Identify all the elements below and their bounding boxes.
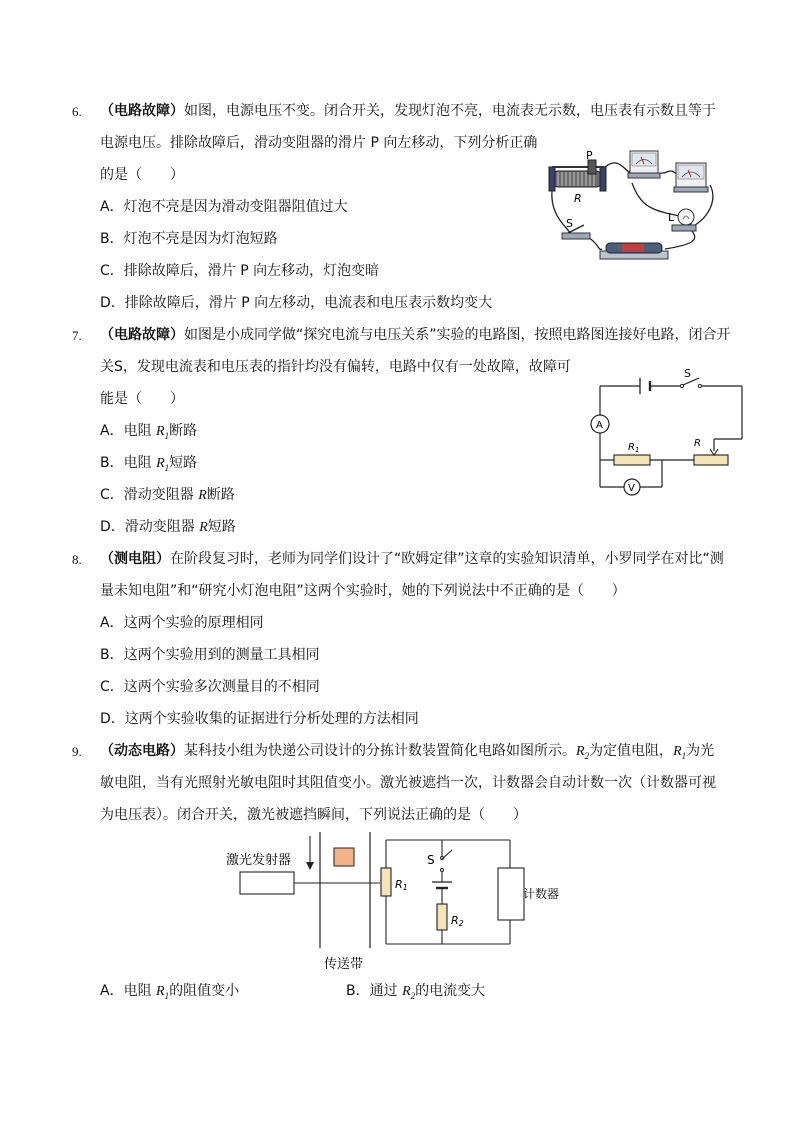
counter-label: 计数器 xyxy=(523,887,560,901)
question-stem-line: （动态电路）某科技小组为快递公司设计的分拣计数装置简化电路如图所示。$R_2$为定值电阻，$R_1$为光 xyxy=(100,743,715,761)
option-b[interactable]: B．通过 $R_2$的电流变大 xyxy=(346,983,486,1001)
circuit-diagram-7 xyxy=(570,365,760,505)
question-number: 7. xyxy=(72,328,82,343)
battery-device xyxy=(600,243,668,259)
ammeter-a-label: A xyxy=(596,420,603,431)
option-c[interactable]: C．排除故障后，滑片 P 向左移动，灯泡变暗 xyxy=(100,263,380,279)
question-tag: （动态电路） xyxy=(100,743,184,759)
question-number: 9. xyxy=(72,744,82,759)
question-stem-line: 为电压表）。闭合开关，激光被遮挡瞬间，下列说法正确的是（ ） xyxy=(100,807,527,823)
option-c[interactable]: C．这两个实验多次测量目的不相同 xyxy=(100,679,320,695)
option-a[interactable]: A．灯泡不亮是因为滑动变阻器阻值过大 xyxy=(100,199,348,215)
counter-box xyxy=(498,868,524,920)
r1-label: $R_1$ xyxy=(628,442,640,454)
lamp-device xyxy=(672,209,696,231)
switch-s-label: S xyxy=(684,367,691,380)
voltmeter-device xyxy=(674,163,708,192)
resistor-r1-symbol xyxy=(614,455,650,465)
ammeter-device xyxy=(628,151,660,178)
question-stem-line: 敏电阻，当有光照射光敏电阻时其阻值变小。激光被遮挡一次，计数器会自动计数一次（计数器可视 xyxy=(100,775,716,791)
question-tag: （电路故障） xyxy=(100,327,184,343)
question-stem-line: 的是（ ） xyxy=(100,167,184,183)
option-a[interactable]: A．电阻 $R_1$的阻值变小 xyxy=(100,983,240,1001)
laser-emitter-label: 激光发射器 xyxy=(226,853,292,868)
rheostat-r-label: R xyxy=(574,192,582,205)
option-d[interactable]: D．滑动变阻器 R短路 xyxy=(100,519,236,535)
option-d[interactable]: D．排除故障后，滑片 P 向左移动，电流表和电压表示数均变大 xyxy=(100,295,493,311)
option-c[interactable]: C．滑动变阻器 R断路 xyxy=(100,487,235,503)
switch-s-label: S xyxy=(566,217,573,230)
question-number: 6. xyxy=(72,104,82,119)
rheostat-device xyxy=(549,160,606,191)
lamp-l-label: L xyxy=(668,211,675,224)
laser-emitter xyxy=(240,872,294,894)
question-tag: （电路故障） xyxy=(100,103,184,119)
option-d[interactable]: D．这两个实验收集的证据进行分析处理的方法相同 xyxy=(100,711,419,727)
physical-circuit-figure xyxy=(540,145,730,265)
slider-p-label: P xyxy=(586,149,593,162)
question-stem-line: 电源电压。排除故障后，滑动变阻器的滑片 P 向左移动，下列分析正确 xyxy=(100,135,538,151)
question-stem-line: 能是（ ） xyxy=(100,391,184,407)
r2-label: R2 xyxy=(451,914,464,928)
rheostat-label: R xyxy=(694,438,701,449)
option-b[interactable]: B．电阻 $R_1$短路 xyxy=(100,455,198,473)
question-tag: （测电阻） xyxy=(100,551,170,567)
question-stem-line: （电路故障）如图是小成同学做“探究电流与电压关系”实验的电路图，按照电路图连接好电路，闭合开 xyxy=(100,327,731,343)
voltmeter-v-label: V xyxy=(628,483,635,494)
question-stem-line: 量未知电阻”和“研究小灯泡电阻”这两个实验时，她的下列说法中不正确的是（ ） xyxy=(100,583,626,599)
switch-s-label: S xyxy=(427,853,435,867)
counter-circuit-figure xyxy=(220,828,580,978)
question-stem-line: （电路故障）如图，电源电压不变。闭合开关，发现灯泡不亮，电流表无示数，电压表有示数且等于 xyxy=(100,103,716,119)
r1-label: R1 xyxy=(395,878,408,892)
photoresistor-r1 xyxy=(381,868,391,896)
resistor-r2 xyxy=(437,904,447,930)
question-stem-line: （测电阻）在阶段复习时，老师为同学们设计了“欧姆定律”这章的实验知识清单，小罗同学在对比“测 xyxy=(100,551,724,567)
question-stem-line: 关S，发现电流表和电压表的指针均没有偏转，电路中仅有一处故障，故障可 xyxy=(100,359,571,375)
option-b[interactable]: B．灯泡不亮是因为灯泡短路 xyxy=(100,231,278,247)
option-b[interactable]: B．这两个实验用到的测量工具相同 xyxy=(100,647,320,663)
rheostat-r-symbol xyxy=(694,455,728,465)
question-number: 8. xyxy=(72,552,82,567)
switch-symbol xyxy=(442,850,452,859)
option-a[interactable]: A．这两个实验的原理相同 xyxy=(100,615,264,631)
option-a[interactable]: A．电阻 $R_1$断路 xyxy=(100,423,198,441)
package-box xyxy=(334,848,354,866)
conveyor-belt-label: 传送带 xyxy=(324,957,364,972)
